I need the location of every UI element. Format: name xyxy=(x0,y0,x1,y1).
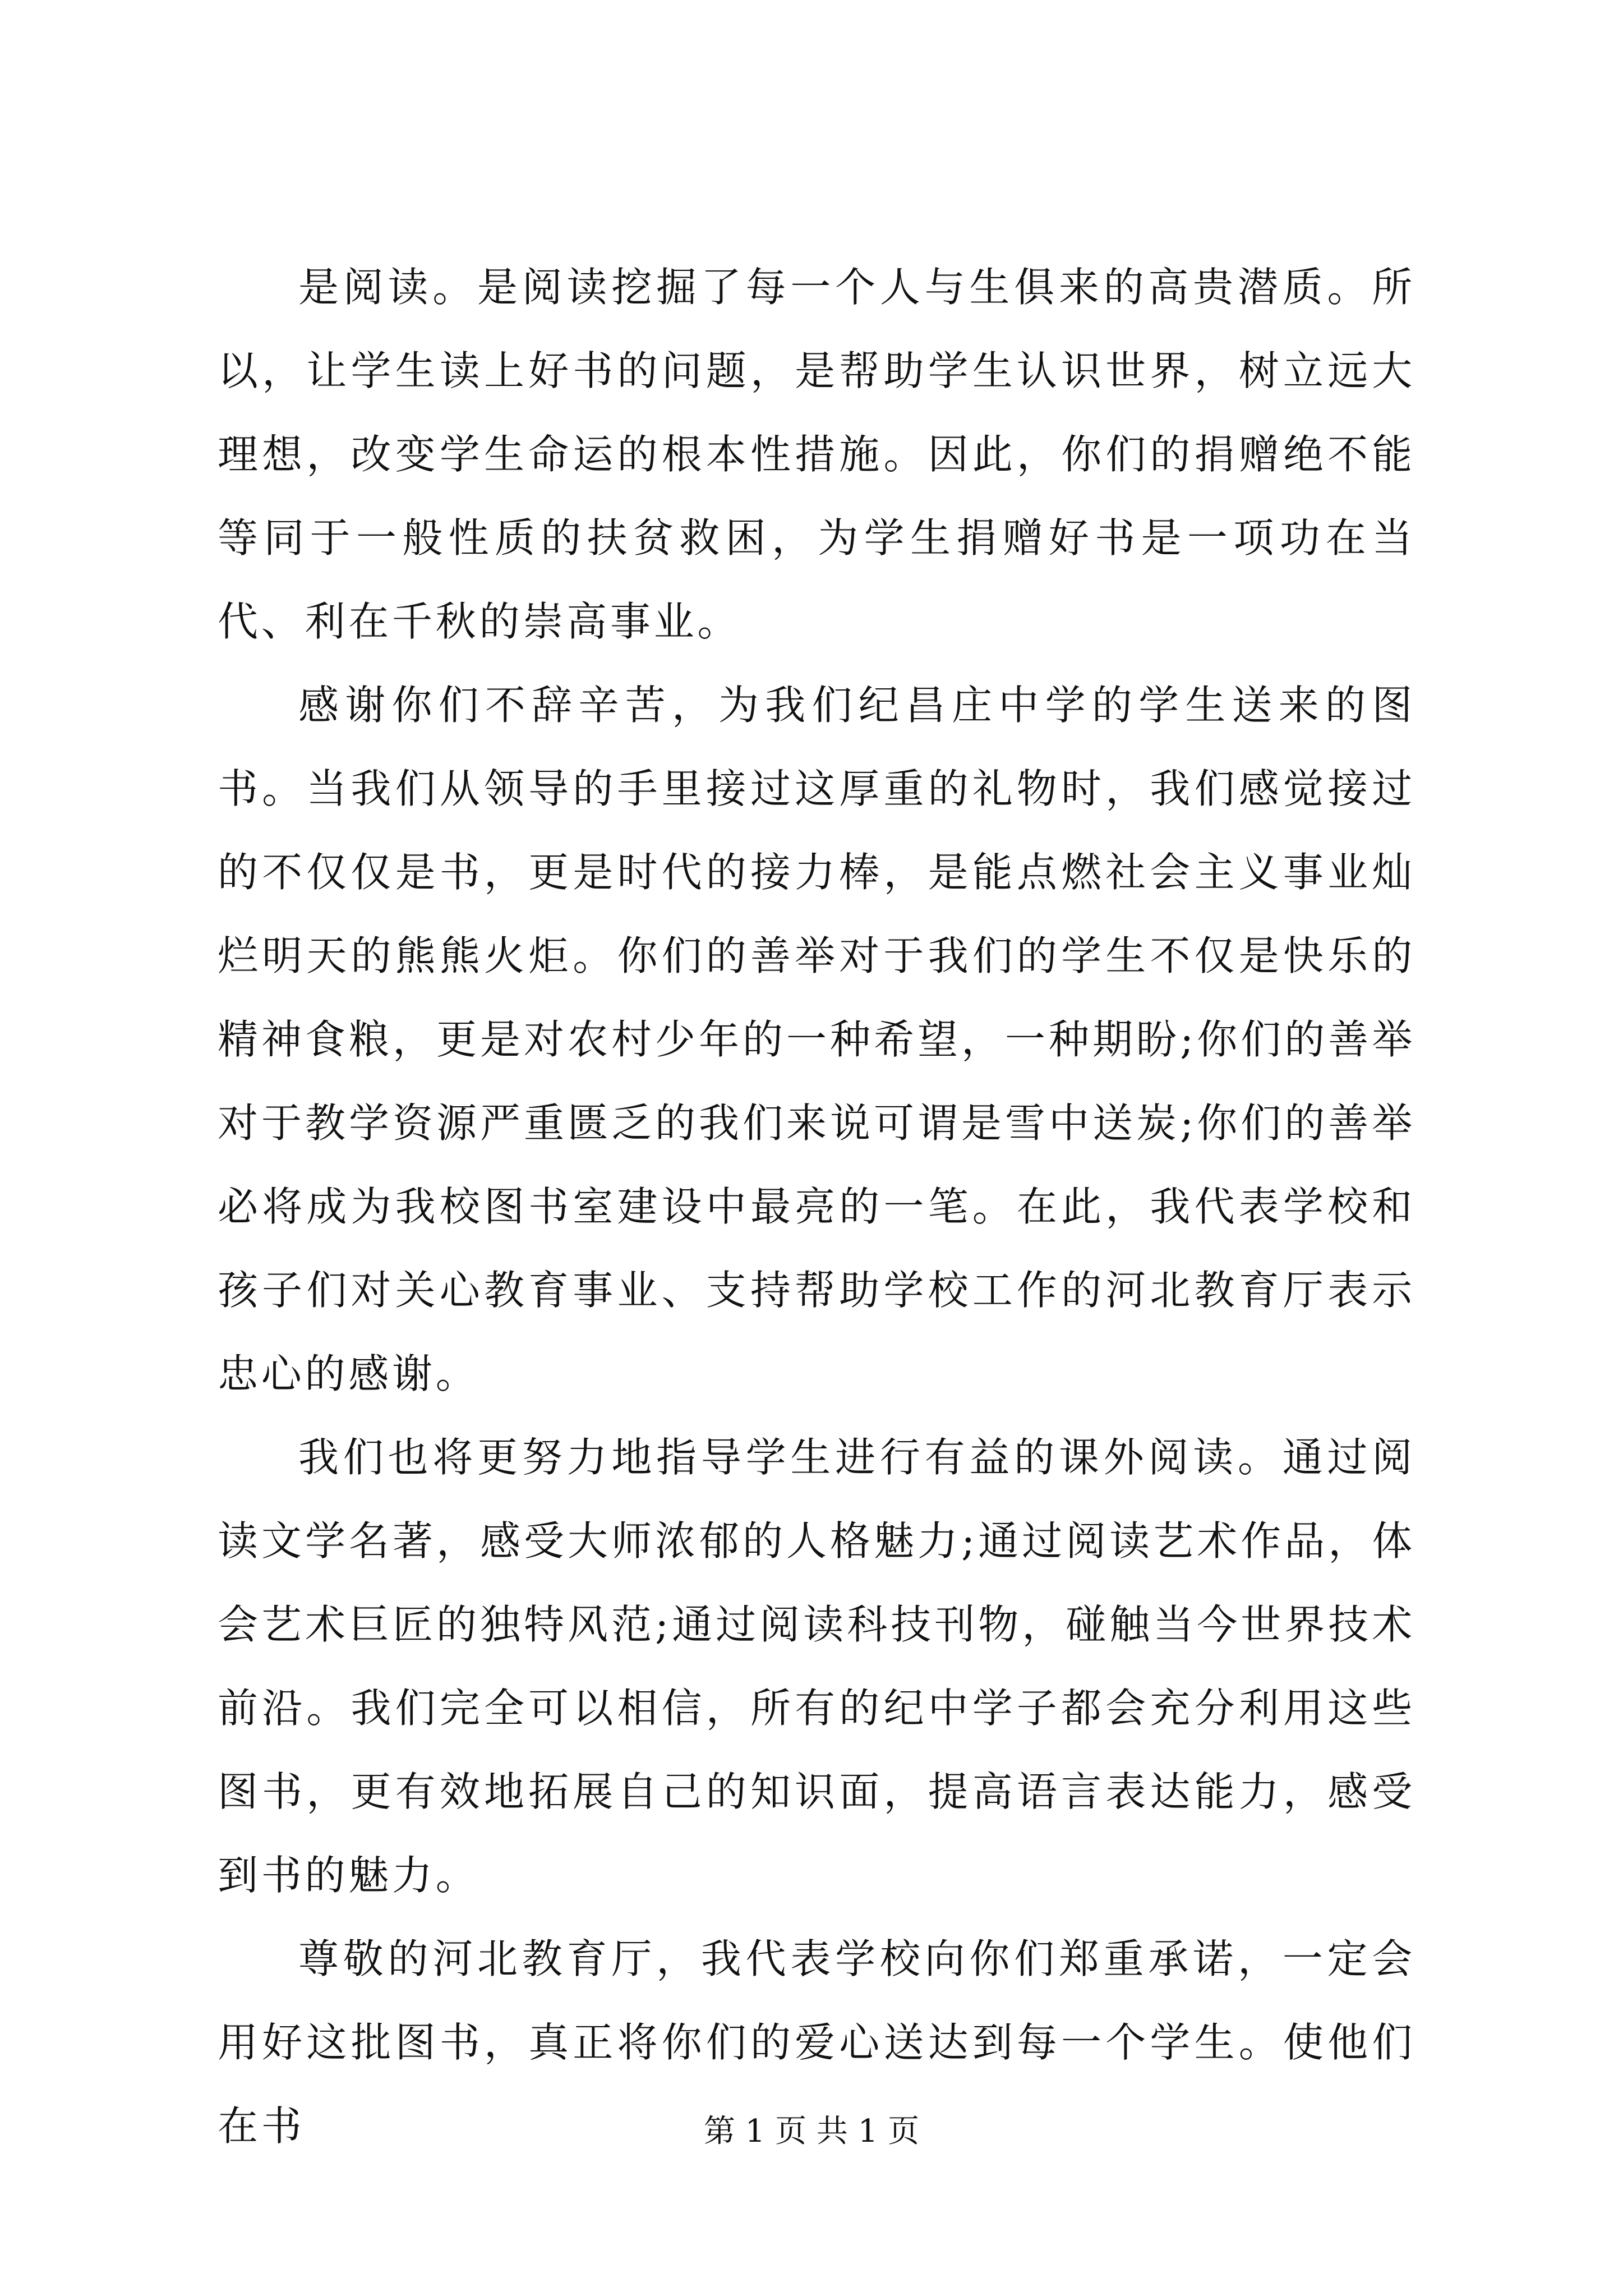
paragraph-1: 是阅读。是阅读挖掘了每一个人与生俱来的高贵潜质。所以，让学生读上好书的问题，是帮助学生认识世界，树立远大理想，改变学生命运的根本性措施。因此，你们的捐赠绝不能等同于一般性质的扶贫救困，为学生捐赠好书是一项功在当代、利在千秋的崇高事业。 xyxy=(218,264,1415,645)
page-footer: 第 1 页 共 1 页 xyxy=(703,2113,920,2150)
paragraph-2: 感谢你们不辞辛苦，为我们纪昌庄中学的学生送来的图书。当我们从领导的手里接过这厚重的礼物时，我们感觉接过的不仅仅是书，更是时代的接力棒，是能点燃社会主义事业灿烂明天的熊熊火炬。你们的善举对于我们的学生不仅是快乐的精神食粮，更是对农村少年的一种希望，一种期盼;你们的善举对于教学资源严重匮乏的我们来说可谓是雪中送炭;你们的善举必将成为我校图书室建设中最亮的一笔。在此，我代表学校和孩子们对关心教育事业、支持帮助学校工作的河北教育厅表示忠心的感谢。 xyxy=(218,682,1415,1397)
paragraph-4: 尊敬的河北教育厅，我代表学校向你们郑重承诺，一定会用好这批图书，真正将你们的爱心送达到每一个学生。使他们在书 xyxy=(218,1935,1415,2150)
document-body xyxy=(218,246,1415,2168)
paragraph-3: 我们也将更努力地指导学生进行有益的课外阅读。通过阅读文学名著，感受大师浓郁的人格魅力;通过阅读艺术作品，体会艺术巨匠的独特风范;通过阅读科技刊物，碰触当今世界技术前沿。我们完全可以相信，所有的纪中学子都会充分利用这些图书，更有效地拓展自己的知识面，提高语言表达能力，感受到书的魅力。 xyxy=(218,1434,1415,1899)
